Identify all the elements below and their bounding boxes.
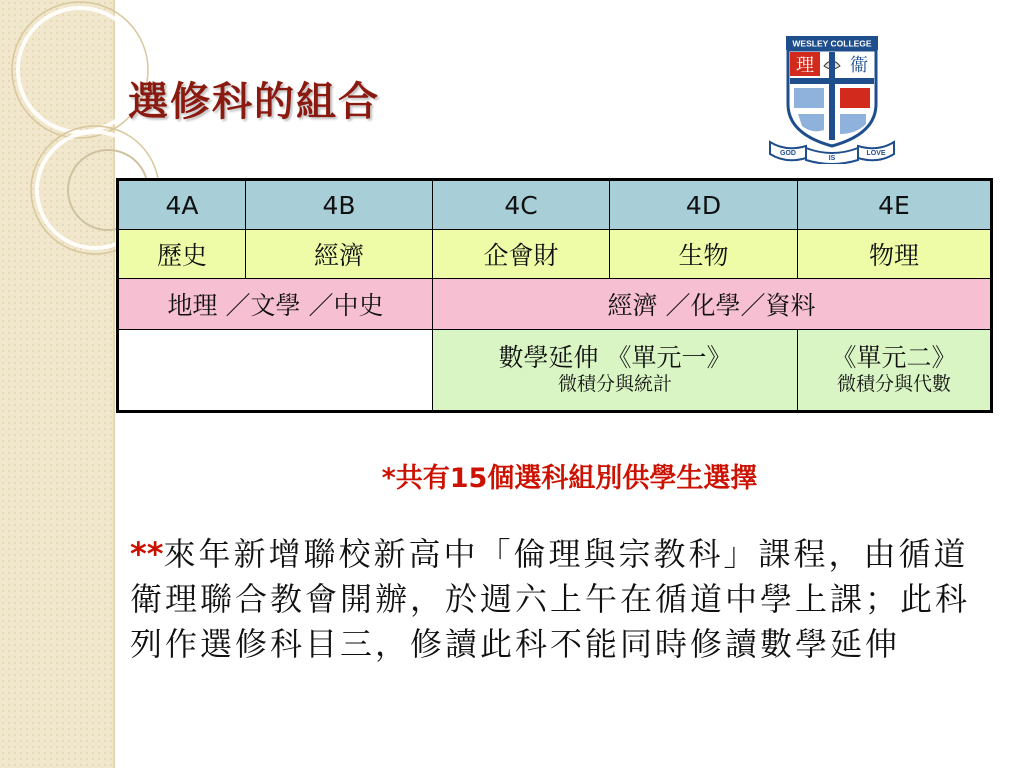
class-header-4d: 4D [610, 180, 798, 230]
decorative-side-strip [0, 0, 113, 768]
table-row [118, 330, 992, 412]
table-row [118, 279, 992, 330]
page-title: 選修科的組合 [128, 79, 380, 125]
math-module-1-cell [433, 330, 798, 412]
svg-text:GOD: GOD [780, 150, 796, 157]
combo-cell-right: 經濟 ／化學／資料 [433, 279, 992, 330]
paragraph-text: 來年新增聯校新高中「倫理與宗教科」課程，由循道衛理聯合教會開辦，於週六上午在循道中學上課；此科列作選修科目三，修讀此科不能同時修讀數學延伸 [130, 535, 971, 663]
strip-divider [113, 0, 115, 768]
svg-text:WESLEY COLLEGE: WESLEY COLLEGE [792, 38, 872, 49]
table-row [118, 180, 992, 230]
svg-text:IS: IS [828, 155, 836, 162]
class-header-4a: 4A [118, 180, 246, 230]
subject-cell: 物理 [798, 230, 992, 279]
class-header-4c: 4C [433, 180, 610, 230]
math-module-1-subtitle: 微積分與統計 [557, 373, 672, 396]
school-crest-logo [766, 34, 898, 164]
combo-cell-left: 地理 ／文學 ／中史 [118, 279, 433, 330]
double-asterisk: ** [130, 535, 164, 573]
svg-text:LOVE: LOVE [866, 150, 886, 157]
subject-cell: 企會財 [433, 230, 610, 279]
subject-cell: 經濟 [246, 230, 433, 279]
combination-count-note: *共有15個選科組別供學生選擇 [381, 463, 758, 494]
math-module-2-cell [798, 330, 992, 412]
ethics-course-paragraph [130, 532, 1000, 667]
empty-cell [118, 330, 433, 412]
svg-text:理: 理 [796, 55, 814, 76]
subject-cell: 生物 [610, 230, 798, 279]
svg-text:衞: 衞 [850, 55, 868, 76]
math-module-2-title: 《單元二》 [831, 342, 957, 372]
math-module-1-title: 數學延伸 《單元一》 [498, 342, 732, 372]
class-header-4b: 4B [246, 180, 433, 230]
class-header-4e: 4E [798, 180, 992, 230]
elective-combination-table [116, 178, 993, 413]
subject-cell: 歷史 [118, 230, 246, 279]
table-row [118, 230, 992, 279]
math-module-2-subtitle: 微積分與代數 [836, 373, 951, 396]
